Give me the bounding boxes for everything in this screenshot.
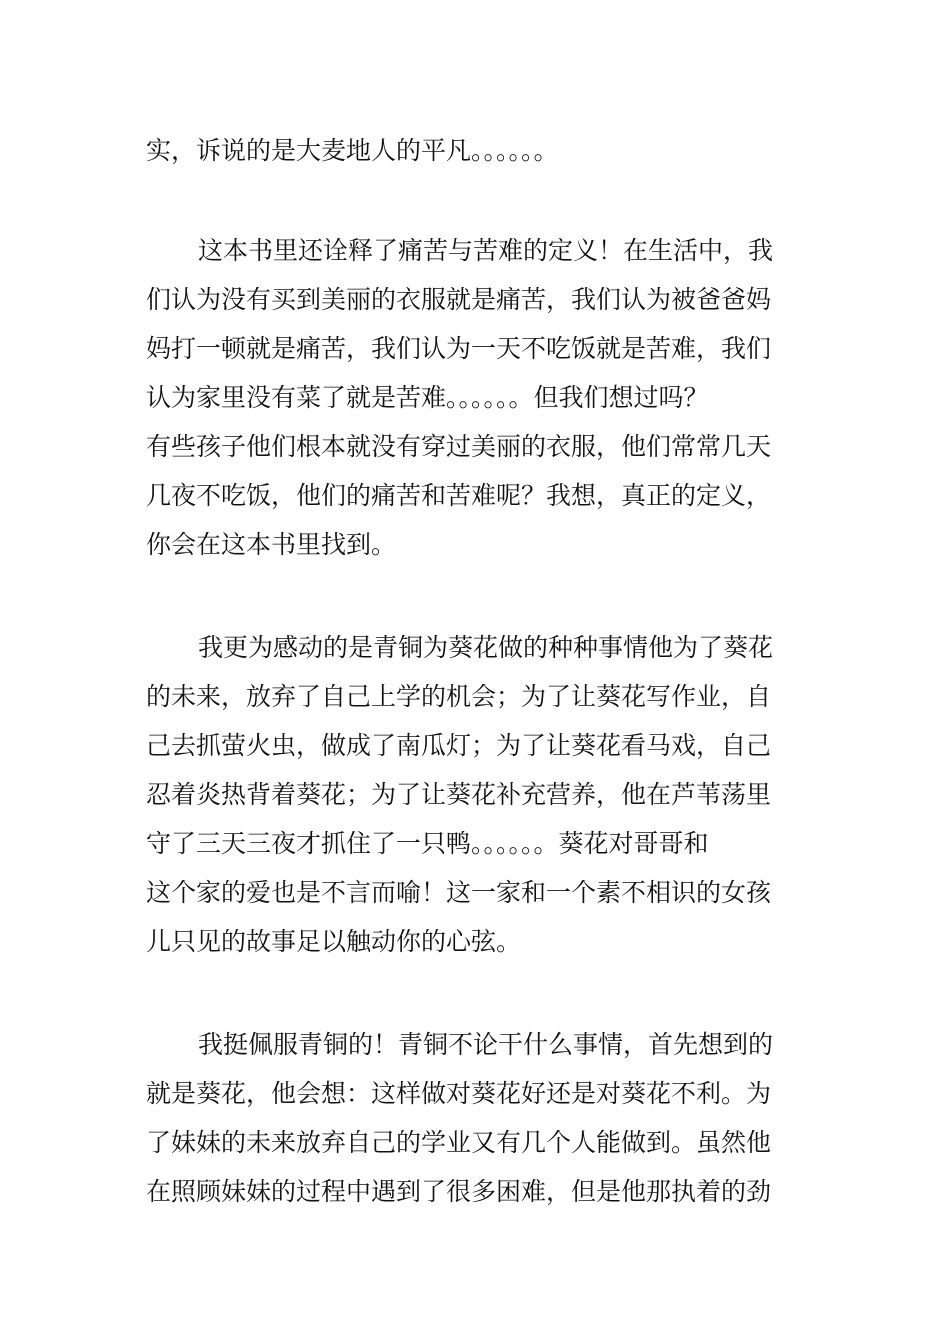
paragraph-line: 认为家里没有菜了就是苦难。。。。。。但我们想过吗？ bbox=[146, 383, 709, 412]
paragraph-line: 的未来，放弃了自己上学的机会；为了让葵花写作业，自 bbox=[146, 682, 772, 711]
paragraph-line: 在照顾妹妹的过程中遇到了很多困难，但是他那执着的劲 bbox=[146, 1177, 772, 1206]
paragraph-line: 这个家的爱也是不言而喻！这一家和一个素不相识的女孩 bbox=[146, 878, 772, 907]
paragraph-line: 们认为没有买到美丽的衣服就是痛苦，我们认为被爸爸妈 bbox=[146, 285, 772, 314]
paragraph-line: 守了三天三夜才抓住了一只鸭。。。。。。葵花对哥哥和 bbox=[146, 829, 709, 858]
paragraph-line: 就是葵花，他会想：这样做对葵花好还是对葵花不利。为 bbox=[146, 1079, 772, 1108]
paragraph-1 bbox=[146, 126, 806, 175]
paragraph-2 bbox=[146, 226, 806, 569]
paragraph-line: 有些孩子他们根本就没有穿过美丽的衣服，他们常常几天 bbox=[146, 432, 772, 461]
paragraph-line: 己去抓萤火虫，做成了南瓜灯；为了让葵花看马戏，自己 bbox=[146, 731, 772, 760]
paragraph-line: 这本书里还诠释了痛苦与苦难的定义！在生活中，我 bbox=[198, 236, 774, 265]
paragraph-line: 了妹妹的未来放弃自己的学业又有几个人能做到。虽然他 bbox=[146, 1128, 772, 1157]
paragraph-line: 几夜不吃饭，他们的痛苦和苦难呢？我想，真正的定义， bbox=[146, 481, 772, 510]
paragraph-line: 你会在这本书里找到。 bbox=[146, 530, 397, 559]
paragraph-line: 我更为感动的是青铜为葵花做的种种事情他为了葵花 bbox=[198, 633, 774, 662]
paragraph-line: 忍着炎热背着葵花；为了让葵花补充营养，他在芦苇荡里 bbox=[146, 780, 772, 809]
paragraph-line: 实，诉说的是大麦地人的平凡。。。。。。 bbox=[146, 136, 559, 165]
paragraph-line: 儿只见的故事足以触动你的心弦。 bbox=[146, 927, 522, 956]
paragraph-line: 我挺佩服青铜的！青铜不论干什么事情，首先想到的 bbox=[198, 1030, 774, 1059]
paragraph-3 bbox=[146, 623, 806, 966]
paragraph-line: 妈打一顿就是痛苦，我们认为一天不吃饭就是苦难，我们 bbox=[146, 334, 772, 363]
paragraph-4 bbox=[146, 1020, 806, 1216]
